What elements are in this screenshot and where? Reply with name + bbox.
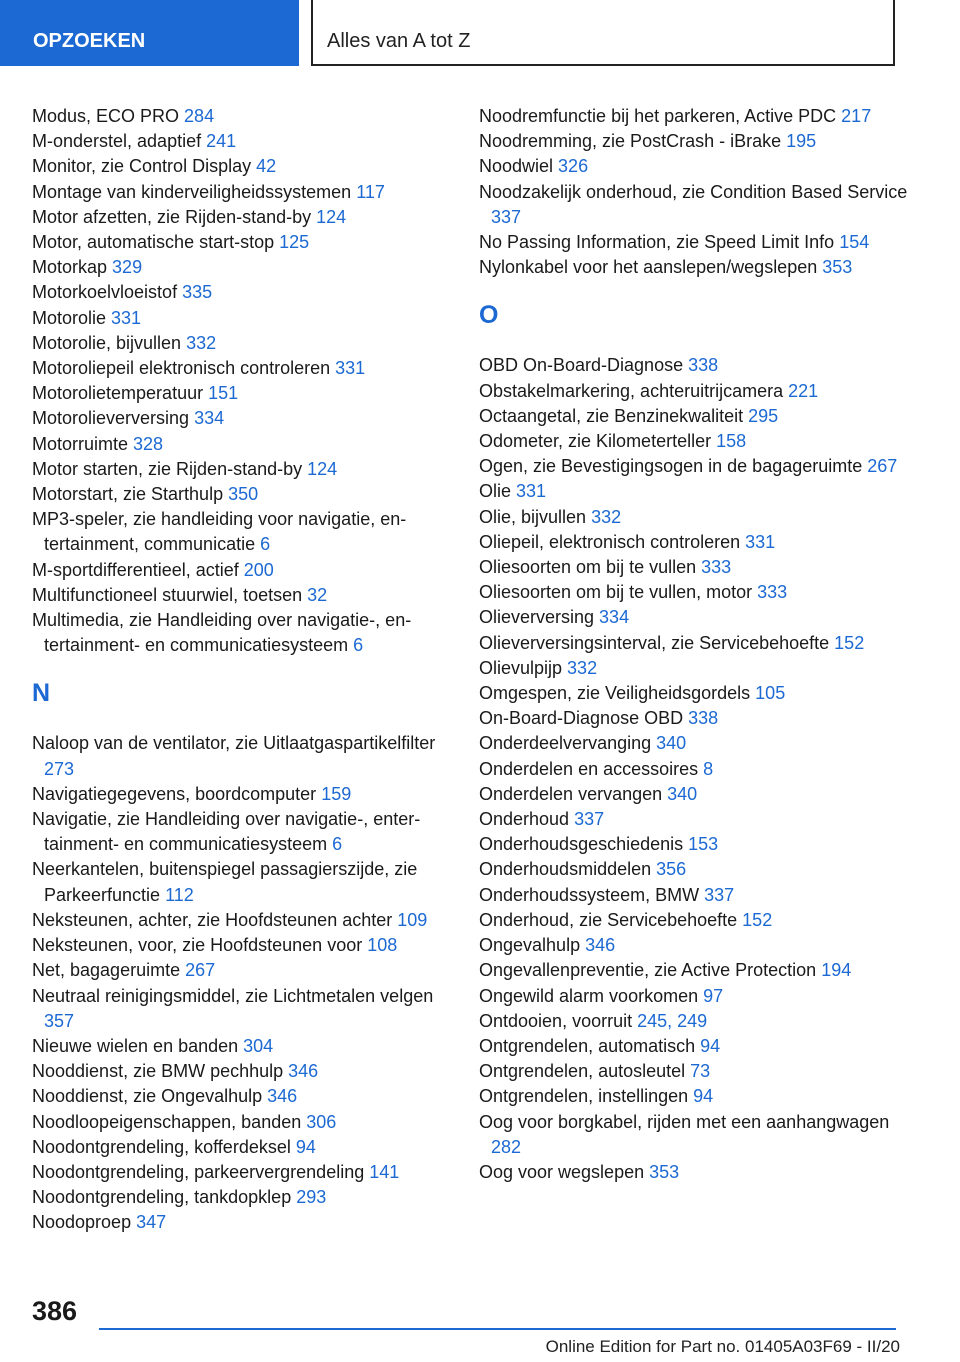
- index-entry: [32, 230, 450, 255]
- page-reference-link[interactable]: 221: [788, 380, 819, 401]
- page-reference-link[interactable]: 73: [690, 1061, 711, 1082]
- page-reference-link[interactable]: 337: [574, 809, 605, 830]
- index-entry: [32, 255, 450, 280]
- index-entry-term: M-onderstel, adaptief: [32, 131, 207, 152]
- page-reference-link[interactable]: 94: [700, 1035, 721, 1056]
- index-entry-term: Ongewild alarm voorkomen: [479, 985, 704, 1006]
- index-entry: [479, 933, 909, 958]
- page-reference-link[interactable]: 6: [353, 635, 364, 656]
- index-entry: [479, 429, 909, 454]
- index-entry-term: Ongevalhulp: [479, 935, 586, 956]
- index-entry-term: Nylonkabel voor het aanslepen/wegslepen: [479, 257, 823, 278]
- index-entry-term: Octaangetal, zie Benzinekwaliteit: [479, 405, 749, 426]
- index-entry-term: Multimedia, zie Handleiding over navigatie-, entertainment- en communicatiesysteem: [32, 610, 412, 656]
- index-entry-term: Onderhoud, zie Servicebehoefte: [479, 909, 743, 930]
- index-entry-term: Noodontgrendeling, tankdopklep: [32, 1187, 297, 1208]
- page-reference-link[interactable]: 331: [516, 481, 547, 502]
- index-entry: [32, 1210, 450, 1235]
- page-reference-link[interactable]: 194: [821, 960, 852, 981]
- page-reference-link[interactable]: 267: [185, 960, 216, 981]
- index-entry: [479, 454, 909, 479]
- page-reference-link[interactable]: 217: [841, 106, 872, 126]
- page-reference-link[interactable]: 331: [745, 531, 776, 552]
- footer-edition: Online Edition for Part no. 01405A03F69 - II/20: [545, 1337, 900, 1356]
- index-entry-term: Onderhoudsmiddelen: [479, 859, 657, 880]
- index-entry-term: No Passing Information, zie Speed Limit Info: [479, 232, 840, 253]
- index-entry-term: Noodloopeigenschappen, banden: [32, 1111, 307, 1132]
- index-entry-term: Motor, automatische start-stop: [32, 232, 280, 253]
- index-entry: [32, 154, 450, 179]
- index-entry-term: Motorolie: [32, 307, 112, 328]
- index-entry-term: Oliesoorten om bij te vullen: [479, 557, 702, 578]
- index-entry: [32, 406, 450, 431]
- index-entry: [479, 230, 909, 255]
- page-reference-link[interactable]: 346: [267, 1086, 298, 1107]
- page-reference-link[interactable]: 331: [111, 307, 142, 328]
- index-entry: [32, 731, 450, 781]
- index-entry: [32, 857, 450, 907]
- page-reference-link[interactable]: 109: [397, 909, 428, 930]
- index-entry: [479, 757, 909, 782]
- index-entry: [479, 807, 909, 832]
- index-entry: [479, 1160, 909, 1185]
- page-reference-link[interactable]: 340: [667, 783, 698, 804]
- index-entry-term: Neksteunen, voor, zie Hoofdsteunen voor: [32, 935, 368, 956]
- index-entry: [479, 555, 909, 580]
- page-reference-link[interactable]: 6: [260, 534, 271, 555]
- index-column-left: [32, 104, 450, 1236]
- index-entry-term: Motor afzetten, zie Rijden-stand-by: [32, 206, 317, 227]
- index-entry-term: Ontgrendelen, instellingen: [479, 1086, 694, 1107]
- index-entry-term: Motorruimte: [32, 433, 134, 454]
- index-entry-term: Odometer, zie Kilometerteller: [479, 431, 717, 452]
- index-entry-term: Motorkoelvloeistof: [32, 282, 183, 303]
- index-entry: [479, 180, 909, 230]
- page-reference-link[interactable]: 151: [208, 383, 239, 404]
- page-reference-link[interactable]: 124: [316, 206, 347, 227]
- index-entry: [479, 782, 909, 807]
- page-reference-link[interactable]: 333: [757, 582, 788, 603]
- index-entry: [479, 1084, 909, 1109]
- index-entry: [479, 731, 909, 756]
- page-reference-link[interactable]: 306: [306, 1111, 337, 1132]
- index-entry: [32, 205, 450, 230]
- index-entry: [32, 1135, 450, 1160]
- index-entry-term: Multifunctioneel stuurwiel, toetsen: [32, 584, 308, 605]
- page-reference-link[interactable]: 332: [591, 506, 622, 527]
- page-reference-link[interactable]: 159: [321, 783, 352, 804]
- page-reference-link[interactable]: 195: [786, 131, 817, 152]
- page-reference-link[interactable]: 337: [491, 206, 522, 227]
- index-entry-term: Onderhoud: [479, 809, 575, 830]
- index-entry-term: Noodontgrendeling, parkeervergrendeling: [32, 1161, 370, 1182]
- index-entry: [479, 255, 909, 280]
- index-entry-term: Noodremfunctie bij het parkeren, Active PDC: [479, 106, 842, 126]
- index-entry: [32, 482, 450, 507]
- index-entry-term: Nieuwe wielen en banden: [32, 1035, 244, 1056]
- page-reference-link[interactable]: 152: [834, 632, 865, 653]
- index-entry: [479, 154, 909, 179]
- index-entry-term: Noodontgrendeling, kofferdeksel: [32, 1136, 296, 1157]
- page-reference-link[interactable]: 94: [693, 1086, 714, 1107]
- page-reference-link[interactable]: 347: [136, 1212, 167, 1233]
- index-entry: [32, 1160, 450, 1185]
- index-entry-term: Oliesoorten om bij te vullen, motor: [479, 582, 758, 603]
- index-entry-term: Motorstart, zie Starthulp: [32, 484, 229, 505]
- index-entry: [32, 180, 450, 205]
- page-reference-link[interactable]: 337: [704, 884, 735, 905]
- index-entry: [479, 1009, 909, 1034]
- index-entry: [479, 857, 909, 882]
- index-entry-term: On-Board-Diagnose OBD: [479, 708, 689, 729]
- index-entry-term: Olie: [479, 481, 517, 502]
- page-reference-link[interactable]: 334: [194, 408, 225, 429]
- page-reference-link[interactable]: 282: [491, 1136, 522, 1157]
- page-reference-link[interactable]: 335: [182, 282, 213, 303]
- index-entry-term: Olie, bijvullen: [479, 506, 592, 527]
- page-reference-link[interactable]: 328: [133, 433, 164, 454]
- page-reference-link[interactable]: 331: [335, 358, 366, 379]
- page-reference-link[interactable]: 32: [307, 584, 328, 605]
- index-entry-term: Neutraal reinigingsmiddel, zie Lichtmetalen velgen: [32, 985, 434, 1006]
- index-entry: [479, 958, 909, 983]
- index-entry-term: Onderhoudssysteem, BMW: [479, 884, 705, 905]
- page-reference-link[interactable]: 338: [688, 355, 719, 376]
- index-entry: [32, 457, 450, 482]
- index-entry: [479, 404, 909, 429]
- page-reference-link[interactable]: 124: [307, 458, 338, 479]
- page-reference-link[interactable]: 94: [295, 1136, 316, 1157]
- index-entry: [32, 104, 450, 129]
- index-entry: [479, 1059, 909, 1084]
- index-entry-term: M-sportdifferentieel, actief: [32, 559, 244, 580]
- index-entry: [32, 984, 450, 1034]
- page-reference-link[interactable]: 332: [567, 657, 598, 678]
- page-reference-link[interactable]: 350: [228, 484, 259, 505]
- page-header-title: Alles van A tot Z: [311, 0, 895, 66]
- index-entry-term: Ogen, zie Bevestigingsogen in de bagageruimte: [479, 456, 868, 477]
- page-reference-link[interactable]: 356: [656, 859, 687, 880]
- index-entry-term: Neerkantelen, buitenspiegel passagierszijde, zie Parkeerfunctie: [32, 859, 418, 905]
- index-entry-term: Olieverversingsinterval, zie Servicebehoefte: [479, 632, 835, 653]
- index-entry: [32, 280, 450, 305]
- index-letter-heading: O: [479, 301, 499, 330]
- index-entry: [32, 933, 450, 958]
- page-reference-link[interactable]: 293: [296, 1187, 327, 1208]
- page-reference-link[interactable]: 125: [279, 232, 310, 253]
- index-entry-term: MP3-speler, zie handleiding voor navigatie, entertainment, communicatie: [32, 509, 407, 555]
- index-entry: [479, 631, 909, 656]
- page-reference-link[interactable]: 158: [716, 431, 747, 452]
- index-entry: [479, 706, 909, 731]
- index-entry-term: Naloop van de ventilator, zie Uitlaatgaspartikelfilter: [32, 733, 436, 754]
- index-entry-term: Noodoproep: [32, 1212, 137, 1233]
- index-entry: [32, 908, 450, 933]
- index-entry: [32, 381, 450, 406]
- index-entry-term: Monitor, zie Control Display: [32, 156, 257, 177]
- index-entry-term: Obstakelmarkering, achteruitrijcamera: [479, 380, 789, 401]
- section-tab: OPZOEKEN: [0, 0, 299, 66]
- page-reference-link[interactable]: 326: [558, 156, 589, 177]
- index-entry: [32, 356, 450, 381]
- index-entry: [479, 1034, 909, 1059]
- page-reference-link[interactable]: 273: [44, 758, 75, 779]
- index-entry: [32, 1110, 450, 1135]
- index-entry-term: Motorolie, bijvullen: [32, 332, 187, 353]
- index-entry: [32, 958, 450, 983]
- index-entry-term: Modus, ECO PRO: [32, 106, 185, 126]
- page-reference-link[interactable]: 117: [356, 181, 385, 202]
- page-reference-link[interactable]: 112: [165, 884, 194, 905]
- page-reference-link[interactable]: 357: [44, 1010, 75, 1031]
- index-entry: [479, 104, 909, 129]
- page-reference-link[interactable]: 353: [649, 1161, 680, 1182]
- page-reference-link[interactable]: 346: [288, 1061, 319, 1082]
- index-entry-term: Navigatie, zie Handleiding over navigatie-, entertainment- en communicatiesysteem: [32, 809, 421, 855]
- index-entry-term: Net, bagageruimte: [32, 960, 186, 981]
- index-entry-term: Ontgrendelen, automatisch: [479, 1035, 701, 1056]
- index-entry: [479, 129, 909, 154]
- index-entry-term: Oliepeil, elektronisch controleren: [479, 531, 746, 552]
- index-entry: [32, 583, 450, 608]
- index-entry: [32, 1059, 450, 1084]
- page-reference-link[interactable]: 241: [206, 131, 237, 152]
- page-number: 386: [32, 1296, 78, 1326]
- index-entry: [32, 782, 450, 807]
- index-entry: [479, 530, 909, 555]
- index-entry-term: Motor starten, zie Rijden-stand-by: [32, 458, 308, 479]
- page-reference-link[interactable]: 267: [867, 456, 898, 477]
- page-reference-link[interactable]: 353: [822, 257, 853, 278]
- index-entry: [32, 129, 450, 154]
- page-reference-link[interactable]: 153: [688, 834, 719, 855]
- index-letter-heading: N: [32, 679, 51, 708]
- index-entry: [479, 605, 909, 630]
- index-entry: [479, 505, 909, 530]
- index-entry-term: Onderdelen en accessoires: [479, 758, 704, 779]
- index-entry: [479, 681, 909, 706]
- page-reference-link[interactable]: 346: [585, 935, 616, 956]
- index-entry-term: Onderdeelvervanging: [479, 733, 657, 754]
- index-entry: [479, 479, 909, 504]
- page-reference-link[interactable]: 333: [701, 557, 732, 578]
- index-entry-term: Montage van kinderveiligheidssystemen: [32, 181, 357, 202]
- page-reference-link[interactable]: 332: [186, 332, 217, 353]
- index-entry-term: Onderhoudsgeschiedenis: [479, 834, 689, 855]
- page-reference-link[interactable]: 284: [184, 106, 215, 126]
- page-reference-link[interactable]: 245, 249: [637, 1010, 708, 1031]
- index-entry-term: Noodwiel: [479, 156, 559, 177]
- page-reference-link[interactable]: 200: [243, 559, 274, 580]
- footer-divider: [99, 1328, 896, 1330]
- index-entry: [32, 807, 450, 857]
- index-entry-term: Noodzakelijk onderhoud, zie Condition Based Service: [479, 181, 908, 202]
- index-entry-term: Ontgrendelen, autosleutel: [479, 1061, 691, 1082]
- index-entry: [32, 1034, 450, 1059]
- page-reference-link[interactable]: 338: [688, 708, 719, 729]
- index-entry-term: Oog voor wegslepen: [479, 1161, 650, 1182]
- index-entry: [479, 984, 909, 1009]
- index-entry-term: Omgespen, zie Veiligheidsgordels: [479, 683, 756, 704]
- page-reference-link[interactable]: 6: [332, 834, 343, 855]
- index-entry: [32, 558, 450, 583]
- index-entry-term: Motorolietemperatuur: [32, 383, 209, 404]
- index-entry: [32, 1185, 450, 1210]
- page-reference-link[interactable]: 8: [703, 758, 714, 779]
- page-reference-link[interactable]: 108: [367, 935, 398, 956]
- index-entry-term: Nooddienst, zie Ongevalhulp: [32, 1086, 268, 1107]
- index-entry: [479, 379, 909, 404]
- index-column-right: [479, 104, 909, 1185]
- index-entry-term: Motoroliepeil elektronisch controleren: [32, 358, 336, 379]
- page-reference-link[interactable]: 329: [112, 257, 143, 278]
- page-reference-link[interactable]: 154: [839, 232, 870, 253]
- index-entry: [479, 883, 909, 908]
- index-entry: [32, 331, 450, 356]
- index-entry: [479, 580, 909, 605]
- index-entry: [479, 1110, 909, 1160]
- index-entry: [32, 306, 450, 331]
- index-entry-term: Ongevallenpreventie, zie Active Protection: [479, 960, 822, 981]
- page-reference-link[interactable]: 340: [656, 733, 687, 754]
- page-reference-link[interactable]: 141: [369, 1161, 400, 1182]
- index-entry-term: Ontdooien, voorruit: [479, 1010, 638, 1031]
- index-entry: [32, 608, 450, 658]
- index-entry-term: Nooddienst, zie BMW pechhulp: [32, 1061, 289, 1082]
- index-entry-term: Navigatiegegevens, boordcomputer: [32, 783, 322, 804]
- page-reference-link[interactable]: 334: [599, 607, 630, 628]
- index-entry-term: Oog voor borgkabel, rijden met een aanhangwagen: [479, 1111, 890, 1132]
- index-entry: [479, 656, 909, 681]
- index-entry: [479, 908, 909, 933]
- index-entry-term: Noodremming, zie PostCrash - iBrake: [479, 131, 787, 152]
- page-reference-link[interactable]: 152: [742, 909, 773, 930]
- index-entry: [32, 1084, 450, 1109]
- index-entry-term: Olievulpijp: [479, 657, 568, 678]
- index-entry-term: Neksteunen, achter, zie Hoofdsteunen achter: [32, 909, 398, 930]
- index-entry: [32, 507, 450, 557]
- index-entry-term: Olieverversing: [479, 607, 600, 628]
- page-reference-link[interactable]: 105: [755, 683, 786, 704]
- index-entry-term: Onderdelen vervangen: [479, 783, 668, 804]
- index-entry: [479, 832, 909, 857]
- page-reference-link[interactable]: 295: [748, 405, 779, 426]
- index-entry: [32, 432, 450, 457]
- page-reference-link[interactable]: 304: [243, 1035, 274, 1056]
- index-entry-term: OBD On-Board-Diagnose: [479, 355, 689, 376]
- index-entry: [479, 353, 909, 378]
- index-entry-term: Motorkap: [32, 257, 113, 278]
- page-reference-link[interactable]: 97: [703, 985, 724, 1006]
- index-entry-term: Motorolieverversing: [32, 408, 195, 429]
- page-reference-link[interactable]: 42: [256, 156, 277, 177]
